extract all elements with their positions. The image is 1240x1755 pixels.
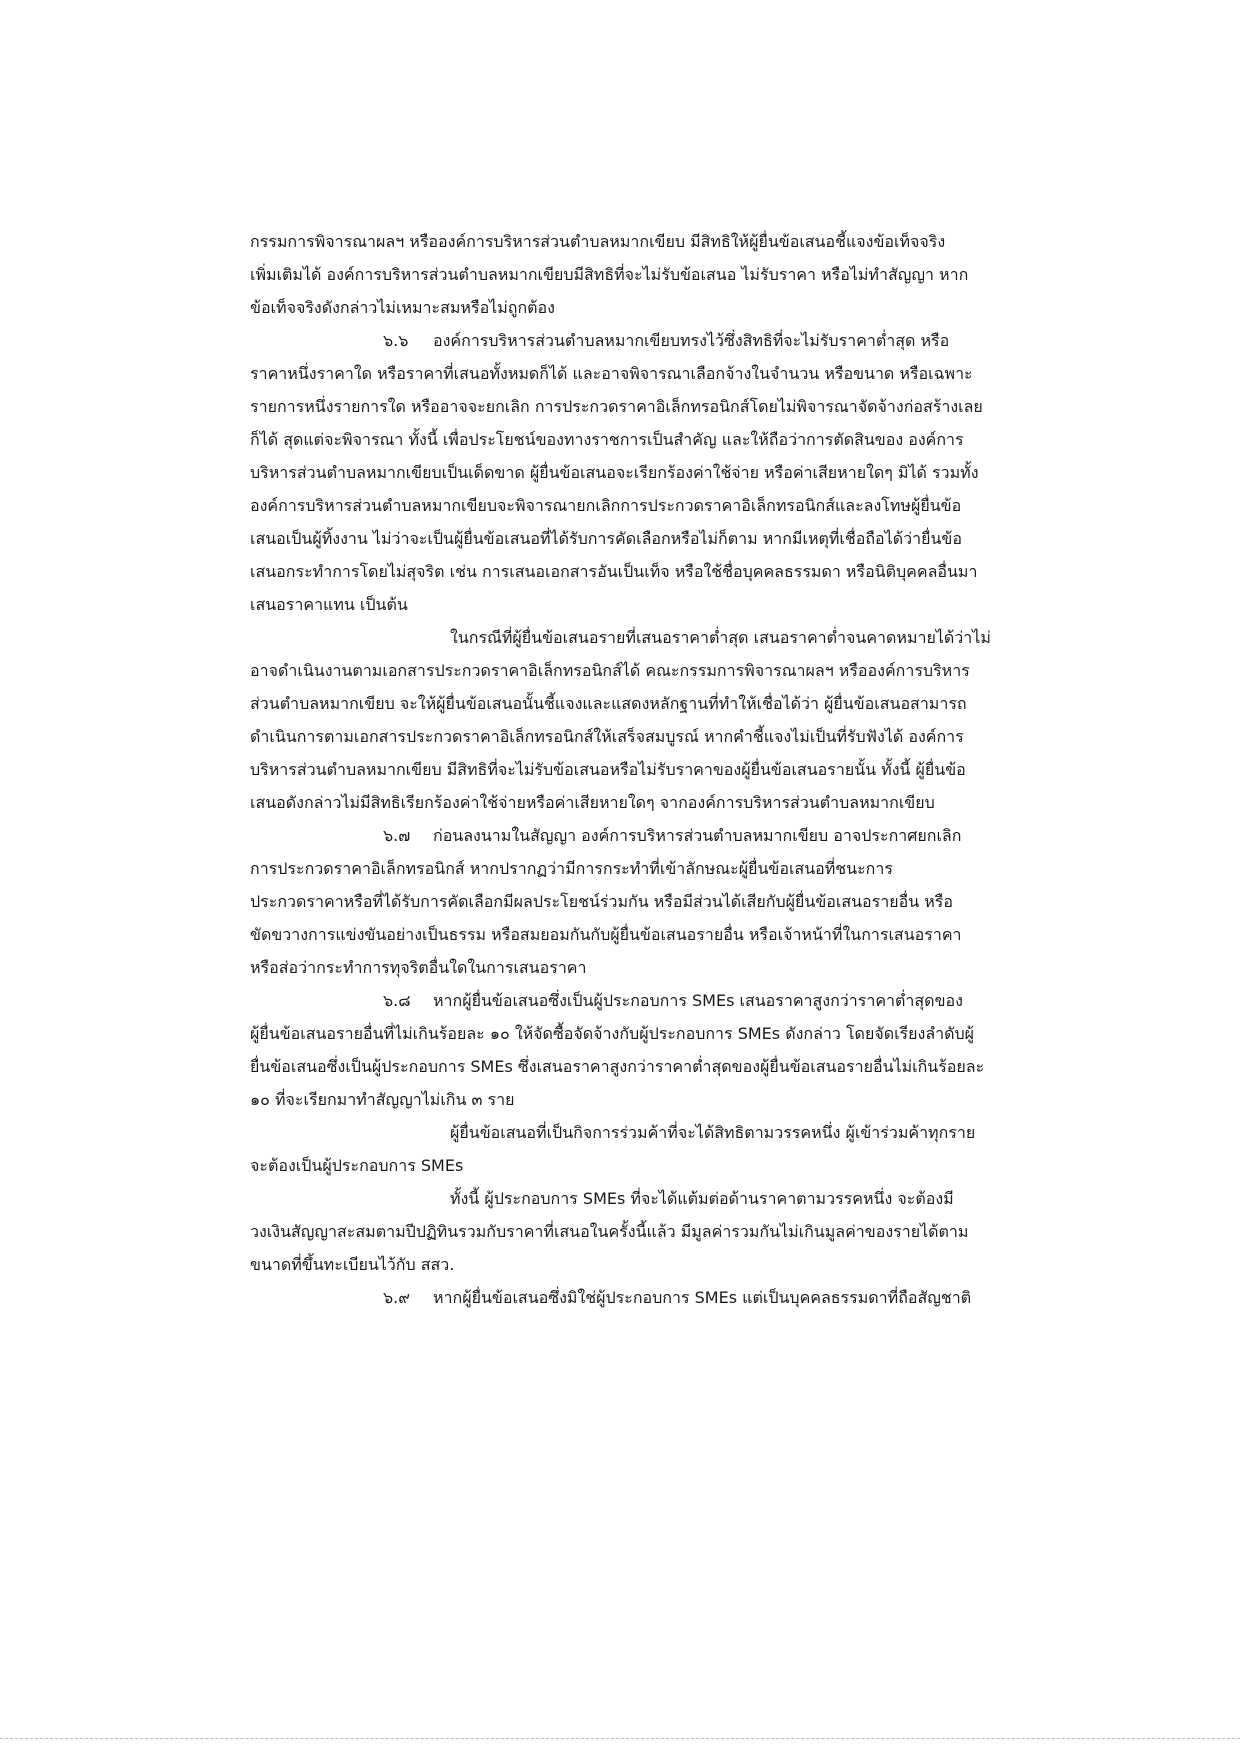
text-line: ขัดขวางการแข่งขันอย่างเป็นธรรม หรือสมยอมกันกับผู้ยื่นข้อเสนอรายอื่น หรือเจ้าหน้าที่ในการเสนอราคา bbox=[250, 925, 962, 944]
text-line: หรือส่อว่ากระทำการทุจริตอื่นใดในการเสนอราคา bbox=[250, 958, 587, 977]
scan-edge-artifact bbox=[0, 1738, 1240, 1739]
text-line: ข้อเท็จจริงดังกล่าวไม่เหมาะสมหรือไม่ถูกต้อง bbox=[250, 298, 555, 317]
clause-number: ๖.๙ bbox=[383, 1288, 410, 1307]
text-line: ก่อนลงนามในสัญญา องค์การบริหารส่วนตำบลหมากเขียบ อาจประกาศยกเลิก bbox=[433, 826, 962, 845]
text-line: องค์การบริหารส่วนตำบลหมากเขียบจะพิจารณายกเลิกการประกวดราคาอิเล็กทรอนิกส์และลงโทษผู้ยื่นข้อ bbox=[250, 496, 962, 515]
paragraph-first-line: ผู้ยื่นข้อเสนอที่เป็นกิจการร่วมค้าที่จะได้สิทธิตามวรรคหนึ่ง ผู้เข้าร่วมค้าทุกราย bbox=[450, 1123, 976, 1142]
text-line: ผู้ยื่นข้อเสนอรายอื่นที่ไม่เกินร้อยละ ๑๐ ให้จัดซื้อจัดจ้างกับผู้ประกอบการ SMEs ดังกล่าว โดยจัดเรียงลำดับผู้ bbox=[250, 1024, 975, 1043]
text-line: ก็ได้ สุดแต่จะพิจารณา ทั้งนี้ เพื่อประโยชน์ของทางราชการเป็นสำคัญ และให้ถือว่าการตัดสินของ องค์การ bbox=[250, 430, 964, 449]
text-line: ประกวดราคาหรือที่ได้รับการคัดเลือกมีผลประโยชน์ร่วมกัน หรือมีส่วนได้เสียกับผู้ยื่นข้อเสนอรายอื่น หรือ bbox=[250, 892, 953, 911]
text-line: เพิ่มเติมได้ องค์การบริหารส่วนตำบลหมากเขียบมีสิทธิที่จะไม่รับข้อเสนอ ไม่รับราคา หรือไม่ทำสัญญา หาก bbox=[250, 265, 969, 284]
text-line: เสนอดังกล่าวไม่มีสิทธิเรียกร้องค่าใช้จ่ายหรือค่าเสียหายใดๆ จากองค์การบริหารส่วนตำบลหมากเขียบ bbox=[250, 793, 935, 812]
clause-6-6-heading-line bbox=[250, 324, 1050, 357]
text-line: ราคาหนึ่งราคาใด หรือราคาที่เสนอทั้งหมดก็ได้ และอาจพิจารณาเลือกจ้างในจำนวน หรือขนาด หรือเฉพาะ bbox=[250, 364, 973, 383]
clause-6-8-heading-line bbox=[250, 984, 1050, 1017]
text-line: ขนาดที่ขึ้นทะเบียนไว้กับ สสว. bbox=[250, 1255, 455, 1274]
text-line: รายการหนึ่งรายการใด หรืออาจจะยกเลิก การประกวดราคาอิเล็กทรอนิกส์โดยไม่พิจารณาจัดจ้างก่อสร้างเลย bbox=[250, 397, 983, 416]
clause-6-7-heading-line bbox=[250, 819, 1050, 852]
document-body bbox=[250, 225, 1050, 1314]
text-line: จะต้องเป็นผู้ประกอบการ SMEs bbox=[250, 1156, 464, 1175]
text-line: ๑๐ ที่จะเรียกมาทำสัญญาไม่เกิน ๓ ราย bbox=[250, 1090, 515, 1109]
text-line: เสนอกระทำการโดยไม่สุจริต เช่น การเสนอเอกสารอันเป็นเท็จ หรือใช้ชื่อบุคคลธรรมดา หรือนิติบุคคลอื่นมา bbox=[250, 562, 978, 581]
paragraph-first-line: ทั้งนี้ ผู้ประกอบการ SMEs ที่จะได้แต้มต่อด้านราคาตามวรรคหนึ่ง จะต้องมี bbox=[450, 1189, 954, 1208]
text-line: อาจดำเนินงานตามเอกสารประกวดราคาอิเล็กทรอนิกส์ได้ คณะกรรมการพิจารณาผลฯ หรือองค์การบริหาร bbox=[250, 661, 970, 680]
text-line: กรรมการพิจารณาผลฯ หรือองค์การบริหารส่วนตำบลหมากเขียบ มีสิทธิให้ผู้ยื่นข้อเสนอชี้แจงข้อเท็จจริง bbox=[250, 232, 946, 251]
text-line: การประกวดราคาอิเล็กทรอนิกส์ หากปรากฏว่ามีการกระทำที่เข้าลักษณะผู้ยื่นข้อเสนอที่ชนะการ bbox=[250, 859, 893, 878]
text-line: องค์การบริหารส่วนตำบลหมากเขียบทรงไว้ซึ่งสิทธิที่จะไม่รับราคาต่ำสุด หรือ bbox=[433, 331, 950, 350]
text-line: เสนอราคาแทน เป็นต้น bbox=[250, 595, 408, 614]
clause-number: ๖.๗ bbox=[383, 826, 411, 845]
text-line: บริหารส่วนตำบลหมากเขียบเป็นเด็ดขาด ผู้ยื่นข้อเสนอจะเรียกร้องค่าใช้จ่าย หรือค่าเสียหายใดๆ มิได้ รวมทั้ง bbox=[250, 463, 979, 482]
text-line: ยื่นข้อเสนอซึ่งเป็นผู้ประกอบการ SMEs ซึ่งเสนอราคาสูงกว่าราคาต่ำสุดของผู้ยื่นข้อเสนอรายอื่นไม่เกินร้อยละ bbox=[250, 1057, 985, 1076]
text-line: ส่วนตำบลหมากเขียบ จะให้ผู้ยื่นข้อเสนอนั้นชี้แจงและแสดงหลักฐานที่ทำให้เชื่อได้ว่า ผู้ยื่นข้อเสนอสามารถ bbox=[250, 694, 967, 713]
text-line: หากผู้ยื่นข้อเสนอซึ่งเป็นผู้ประกอบการ SMEs เสนอราคาสูงกว่าราคาต่ำสุดของ bbox=[433, 991, 963, 1010]
clause-number: ๖.๘ bbox=[383, 991, 411, 1010]
text-line: เสนอเป็นผู้ทิ้งงาน ไม่ว่าจะเป็นผู้ยื่นข้อเสนอที่ได้รับการคัดเลือกหรือไม่ก็ตาม หากมีเหตุที่เชื่อถือได้ว่ายื่นข้อ bbox=[250, 529, 962, 548]
clause-6-9-heading-line bbox=[250, 1281, 1050, 1314]
text-line: ดำเนินการตามเอกสารประกวดราคาอิเล็กทรอนิกส์ให้เสร็จสมบูรณ์ หากคำชี้แจงไม่เป็นที่รับฟังได้ องค์การ bbox=[250, 727, 964, 746]
text-line: วงเงินสัญญาสะสมตามปีปฏิทินรวมกับราคาที่เสนอในครั้งนี้แล้ว มีมูลค่ารวมกันไม่เกินมูลค่าของรายได้ตาม bbox=[250, 1222, 969, 1241]
clause-number: ๖.๖ bbox=[383, 331, 409, 350]
paragraph-first-line: ในกรณีที่ผู้ยื่นข้อเสนอรายที่เสนอราคาต่ำสุด เสนอราคาต่ำจนคาดหมายได้ว่าไม่ bbox=[450, 628, 991, 647]
text-line: หากผู้ยื่นข้อเสนอซึ่งมิใช่ผู้ประกอบการ SMEs แต่เป็นบุคคลธรรมดาที่ถือสัญชาติ bbox=[433, 1288, 972, 1307]
text-line: บริหารส่วนตำบลหมากเขียบ มีสิทธิที่จะไม่รับข้อเสนอหรือไม่รับราคาของผู้ยื่นข้อเสนอรายนั้น ทั้งนี้ ผู้ยื่นข้อ bbox=[250, 760, 966, 779]
